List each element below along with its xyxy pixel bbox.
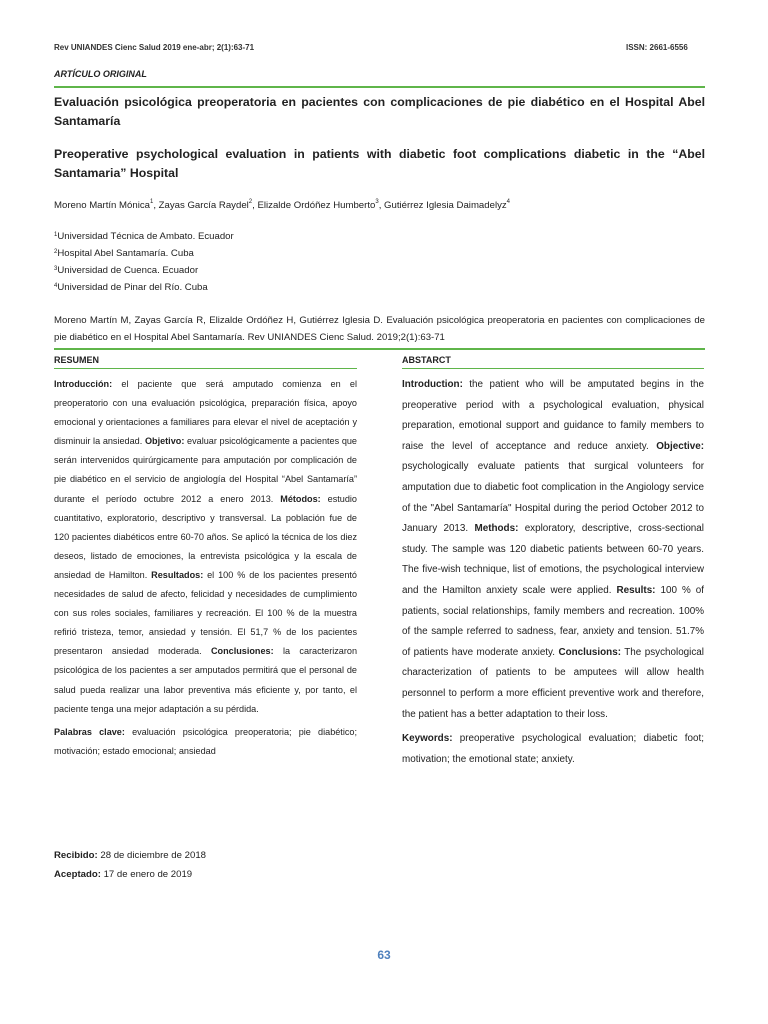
resumen-column [54,355,357,761]
author-list [54,200,510,211]
author: Zayas García Raydel$^2$, [158,199,258,211]
section-divider [54,348,705,350]
citation: Moreno Martín M, Zayas García R, Elizalde Ordóñez H, Gutiérrez Iglesia D. Evaluación psicológica preoperatoria en pacientes con complicaciones de pie diabético en el Hospital Abel Santamaría. Rev UNIANDES Cienc Salud. 2019;2(1):63-71 [54,315,705,343]
abstract-column [402,355,704,770]
affiliation-list [54,228,234,296]
keywords: Keywords: preoperative psychological evaluation; diabetic foot; motivation; the emotional state; anxiety. [402,733,704,765]
article-type: ARTÍCULO ORIGINAL [54,69,147,79]
author: Gutiérrez Iglesia Daimadelyz$^4$ [384,199,511,211]
resumen-body: Introducción: el paciente que será amputado comienza en el preoperatorio con una evaluación psicológica, preparación física, apoyo emocional y orientaciones a familiares para elevar el nivel de aceptación y disminuir la ansiedad. Objetivo: evaluar psicológicamente a pacientes que serán intervenidos quirúrgicamente para amputación por complicación de pie diabético en el servicio de angiología del Hospital “Abel Santamaría” durante el período octubre 2012 a enero 2013. Métodos: estudio cuantitativo, exploratorio, descriptivo y transversal. La población fue de 120 pacientes diabéticos entre 60-70 años. Se aplicó la técnica de los diez deseos, listado de emociones, la entrevista psicológica y la escala de ansiedad de Hamilton. Resultados: el 100 % de los pacientes presentó necesidades de salud de afecto, felicidad y necesidades de cumplimiento con sus roles sociales, familiares y recreación. El 100 % de la muestra refirió tristeza, temor, ansiedad y tensión. El 51,7 % de los pacientes presentaron ansiedad moderada. Conclusiones: la caracterizaron psicológica de los pacientes a ser amputados permitirá que el personal de salud pueda realizar una labor preventiva más eficiente y, por tanto, el paciente tenga una mejor adaptación a su pérdida. [54,379,358,714]
received-date: Recibido: 28 de diciembre de 2018 [54,850,206,861]
accepted-date: Aceptado: 17 de enero de 2019 [54,869,193,880]
affiliation: $^2$Hospital Abel Santamaría. Cuba [54,248,194,259]
issn: ISSN: 2661-6556 [626,43,688,52]
section-divider [54,86,705,88]
title-spanish: Evaluación psicológica preoperatoria en pacientes con complicaciones de pie diabético en el Hospital Abel Santamaría [54,95,705,128]
submission-dates [54,846,206,884]
page-number: 63 [377,948,391,962]
author: Moreno Martín Mónica$^1$, [54,199,159,211]
author: Elizalde Ordóñez Humberto$^3$, [257,199,385,211]
resumen-heading: RESUMEN [54,355,357,369]
affiliation: $^4$Universidad de Pinar del Río. Cuba [54,282,208,293]
affiliation: $^1$Universidad Técnica de Ambato. Ecuador [54,231,234,242]
affiliation: $^3$Universidad de Cuenca. Ecuador [54,265,199,276]
journal-reference: Rev UNIANDES Cienc Salud 2019 ene-abr; 2(1):63-71 [54,43,255,52]
palabras-clave: Palabras clave: evaluación psicológica preoperatoria; pie diabético; motivación; estado emocional; ansiedad [54,726,357,756]
title-english: Preoperative psychological evaluation in patients with diabetic foot complications diabetic in the “Abel Santamaria” Hospital [54,147,705,180]
abstract-body: Introduction: the patient who will be amputated begins in the preoperative period with a psychological evaluation, physical preparation, emotional support and guidance to family members to raise the level of acceptance and reduce anxiety. Objective: psychologically evaluate patients that surgical volunteers for amputation due to diabetic foot complication in the Angiology service of the "Abel Santamaría" Hospital during the period October 2012 to January 2013. Methods: exploratory, descriptive, cross-sectional study. The sample was 120 diabetic patients between 60-70 years. The five-wish technique, list of emotions, the psychological interview and the Hamilton anxiety scale were applied. Results: 100 % of patients, social relationships, family members and recreation. 100% of the sample referred to sadness, fear, anxiety and tension. 51.7% of patients have moderate anxiety. Conclusions: The psychological characterization of patients to be amputees will allow health personnel to perform a more efficient preventive work and therefore, the patient has a better adaptation to their loss. [402,379,704,720]
abstract-heading: ABSTARCT [402,355,704,369]
